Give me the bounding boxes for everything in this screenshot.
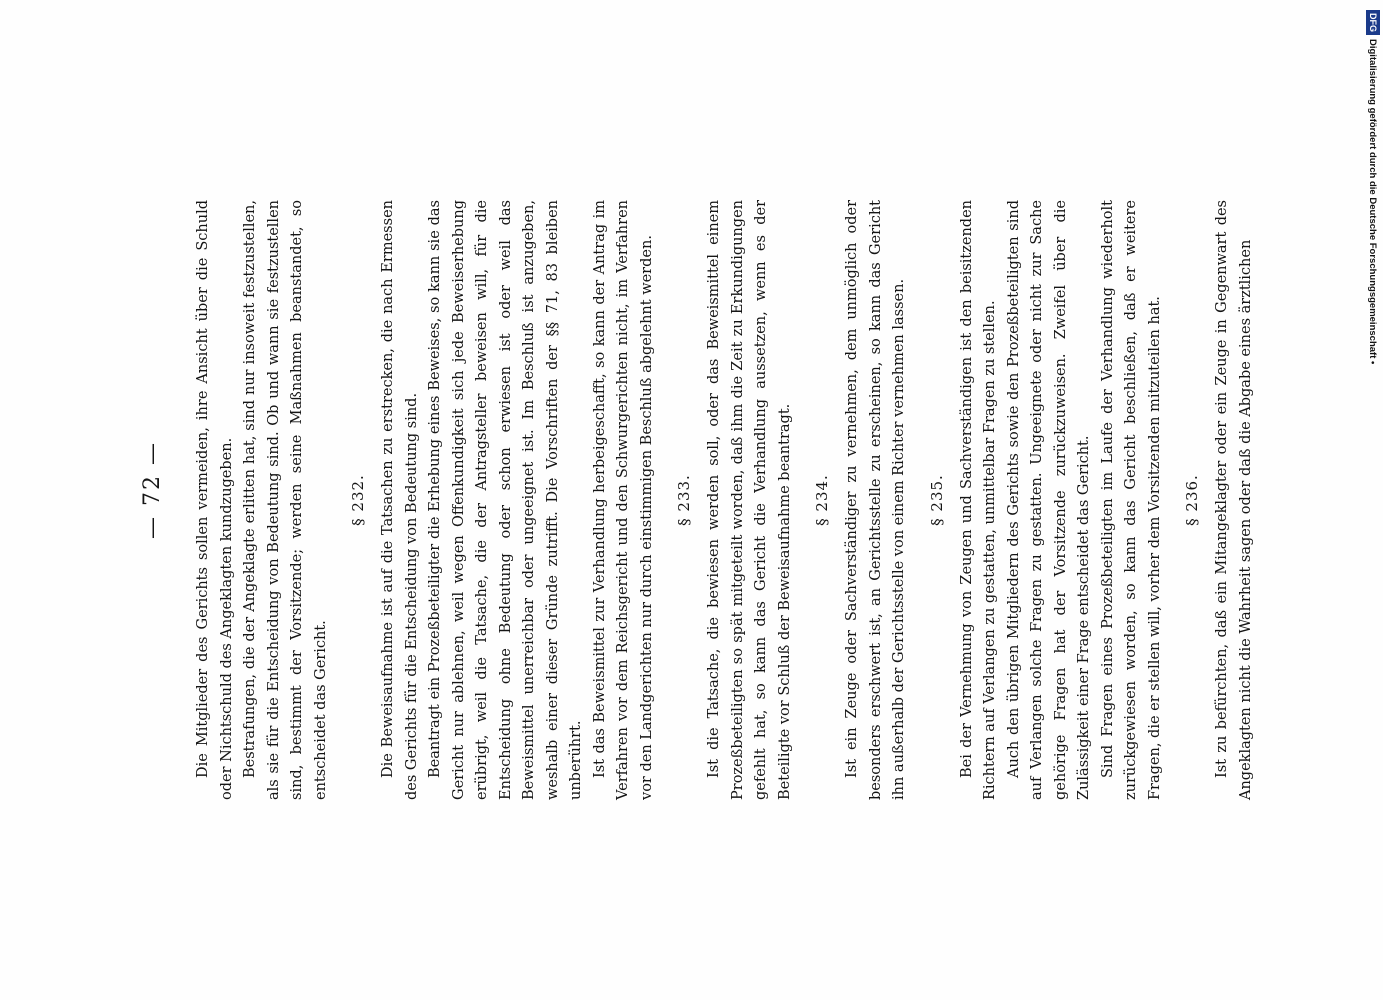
digitization-credit [1366, 10, 1380, 390]
paragraph: Die Beweisaufnahme ist auf die Tatsachen zu erstrecken, die nach Ermessen des Gerichts für die Entscheidung von Bedeutung sind. [380, 200, 420, 800]
paragraph: Beantragt ein Prozeßbeteiligter die Erhebung eines Beweises, so kann sie das Gericht nur ablehnen, weil wegen Offenkundigkeit sich jede Beweiserhebung erübrigt, weil die Tatsache, die der Antragsteller beweisen will, für die Entscheidung ohne Bedeutung oder schon erwiesen ist oder weil das Beweismittel unerreichbar oder ungeeignet ist. Im Beschluß ist anzugeben, weshalb einer dieser Gründe zutrifft. Die Vorschriften der §§ 71, 83 bleiben unberührt. [427, 200, 584, 800]
credit-text: Digitalisierung gefördert durch die Deutsche Forschungsgemeinschaft • [1367, 39, 1378, 365]
paragraph: Bestrafungen, die der Angeklagte erlitten hat, sind nur insoweit festzustellen, als sie für die Entscheidung von Bedeutung sind. Ob und wann sie festzustellen sind, bestimmt der Vorsitzende; werden seine Maßnahmen beanstandet, so entscheidet das Gericht. [242, 200, 329, 800]
rotated-document-page [132, 110, 1272, 870]
paragraph: Ist die Tatsache, die bewiesen werden soll, oder das Beweismittel einem Prozeßbeteiligten so spät mitgeteilt worden, daß ihm die Zeit zu Erkundigungen gefehlt hat, so kann das Gericht die Verhandlung aussetzen, wenn es der Beteiligte vor Schluß der Beweisaufnahme beantragt. [706, 200, 793, 800]
paragraph: Bei der Vernehmung von Zeugen und Sachverständigen ist den beisitzenden Richtern auf Verlangen zu gestatten, unmittelbar Fragen zu stellen. [958, 200, 998, 800]
section-heading: § 235. [927, 474, 946, 526]
page-number: — 72 — [140, 441, 165, 539]
paragraph: Auch den übrigen Mitgliedern des Gerichts sowie den Prozeßbeteiligten sind auf Verlangen solche Fragen zu gestatten. Ungeeignete oder nicht zur Sache gehörige Fragen hat der Vorsitzende zurückzuweisen. Zweifel über die Zulässigkeit einer Frage entscheidet das Gericht. [1005, 200, 1092, 800]
paragraph: Die Mitglieder des Gerichts sollen vermeiden, ihre Ansicht über die Schuld oder Nichtschuld des Angeklagten kundzugeben. [195, 200, 235, 800]
paragraph: Ist ein Zeuge oder Sachverständiger zu vernehmen, dem unmöglich oder besonders erschwert ist, an Gerichtsstelle zu erscheinen, so kann das Gericht ihn außerhalb der Gerichtsstelle von einem Richter vernehmen lassen. [844, 200, 907, 800]
section-heading: § 232. [349, 474, 367, 526]
document-body [192, 200, 1258, 800]
paragraph: Ist das Beweismittel zur Verhandlung herbeigeschafft, so kann der Antrag im Verfahren vor dem Reichsgericht und den Schwurgerichten nicht, im Verfahren vor den Landgerichten nur durch einstimmigen Beschluß abgelehnt werden. [591, 200, 655, 800]
section-heading: § 236. [1183, 474, 1201, 526]
paragraph: Ist zu befürchten, daß ein Mitangeklagter oder ein Zeuge in Gegenwart des Angeklagten nicht die Wahrheit sagen oder daß die Abgabe eines ärztlichen [1214, 200, 1254, 800]
paragraph: Sind Fragen eines Prozeßbeteiligten im Laufe der Verhandlung wiederholt zurückgewiesen worden, so kann das Gericht beschließen, daß er weitere Fragen, die er stellen will, vorher dem Vorsitzenden mitzuteilen hat. [1099, 200, 1163, 800]
dfg-logo: DFG [1366, 10, 1380, 35]
section-heading: § 233. [675, 474, 693, 526]
section-heading: § 234. [813, 474, 831, 526]
